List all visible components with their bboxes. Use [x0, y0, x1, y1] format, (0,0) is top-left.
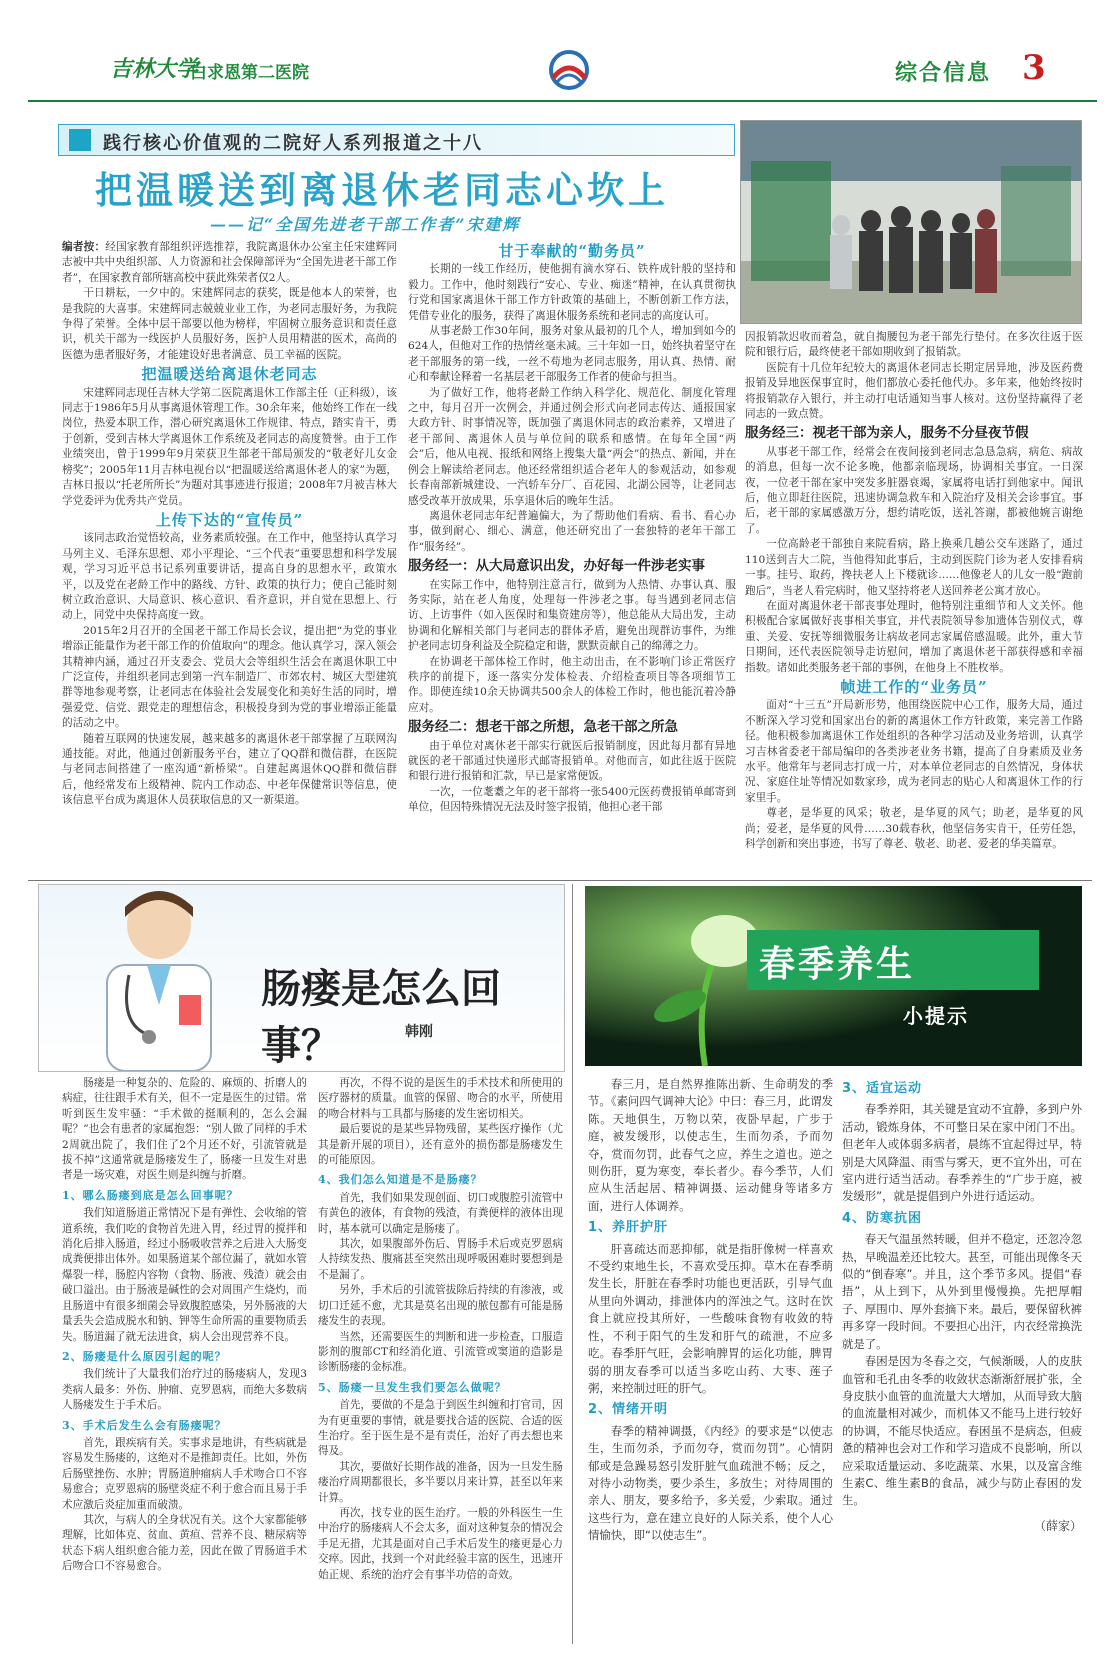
paragraph: 2015年2月召开的全国老干部工作局长会议，提出把“为党的事业增添正能量作为老干部工作的价值取向”的理念。他认真学习，深入领会其精神内涵，通过召开支委会、党员大会等组织生活会在离退休职工中广泛宣传，并组织老同志到第一汽车制造厂、市郊农村、城区大型建筑群等地参观考察，让老同志在体验社会发展变化和美好生活的同时，增强爱党、信党、跟党走的理想信念，积极投身到为党的事业增添正能量的活动之中。 — [62, 624, 397, 730]
article3-column-2 — [842, 1076, 1082, 1646]
masthead — [0, 0, 1119, 108]
paragraph: 面对“十三五”开局新形势，他围绕医院中心工作，服务大局，通过不断深入学习党和国家出台的新的离退休工作方针政策，来完善工作路径。他积极参加离退休工作处组织的各种学习活动及业务培训，认真学习吉林省委老干部局编印的各类涉老业务书籍，提高了自身素质及业务水平。他常年与老同志打成一片，对本单位老同志的自然情况，身体状况、家庭住址等情况如数家珍，成为老同志的贴心人和离退休工作的行家里手。 — [745, 699, 1083, 804]
subheadline: ——记“全国先进老干部工作者”宋建辉 — [210, 215, 521, 234]
paragraph: 春季养阳，其关键是宜动不宜静，多到户外活动，锻炼身体，不可整日呆在家中闭门不出。但老年人或体弱多病者，晨练不宜起得过早，特别是大风降温、雨雪与雾天，更不宜外出，可在室内进行适当活动。春季养生的“广步于庭，被发缓形”，就是提倡到户外进行适运动。 — [842, 1102, 1082, 1204]
question-heading: 1、哪么肠瘘到底是怎么回事呢？ — [62, 1188, 239, 1202]
section-heading: 2、情绪开明 — [588, 1402, 669, 1418]
newspaper-emblem-icon — [545, 48, 593, 92]
paragraph: 其次，要做好长期作战的准备，因为一旦发生肠瘘治疗周期都很长，多半要以月来计算，甚至以年来计算。 — [318, 1460, 563, 1504]
paragraph: 首先，要做的不是急于到医生纠缠和打官司，因为有更重要的事情，就是要找合适的医院、合适的医生治疗。至于医生是不是有责任，治好了再去想也来得及。 — [318, 1399, 563, 1458]
paragraph: 一次，一位耄耋之年的老干部将一张5400元医药费报销单邮寄到单位，但因特殊情况无法及时签字报销，他担心老干部 — [408, 785, 736, 814]
paragraph: 长期的一线工作经历，使他拥有滴水穿石、铁杵成针般的坚持和毅力。工作中，他时刻践行“安心、专业、痴迷”精神，在认真贯彻执行党和国家离退休干部工作方针政策的基础上，不断创新工作方法，凭借专业化的服务，获得了离退休服务系统和老同志的高度认可。 — [408, 263, 736, 322]
paragraph: 春季的精神调摄，《内经》的要求是“以使志生，生而勿杀，予而勿夺，赏而勿罚”。心情阴郁或是急躁易怒引发肝脏气血疏泄不畅；反之，对待小动物类，要少杀生，多放生；对待周围的亲人、朋友，要多给予，多关爱，少索取。通过这些行为，意在建立良好的人际关系，使个人心情愉快，即“以使志生”。 — [588, 1423, 833, 1543]
paragraph: 离退休老同志年纪普遍偏大，为了帮助他们看病、看书、看心办事，做到耐心、细心、满意，他还研究出了一套独特的老年干部工作“服务经”。 — [408, 509, 736, 553]
section-name: 综合信息 — [895, 60, 992, 86]
article2-title: 肠瘘是怎么回事？ — [261, 965, 501, 1069]
series-banner — [58, 124, 735, 156]
paragraph: 其次，与病人的全身状况有关。这个大家都能够理解，比如体克、贫血、黄疸、营养不良、糖尿病等状态下病人组织愈合能力差，因此在做了胃肠道手术后吻合口不容易愈合。 — [62, 1513, 307, 1573]
paragraph: 我们知道肠道正常情况下是有弹性、会收缩的管道系统，我们吃的食物首先进入胃，经过胃的搅拌和消化后排入肠道，经过小肠吸收营养之后进入大肠变成粪便排出体外。如果肠道某个部位漏了，就如水管爆裂一样，肠腔内容物（食物、肠液、残渣）就会由破口溢出。由于肠液是碱性的会对周围产生烧灼，而且肠道中有很多细菌会导致腹腔感染，另外肠液的大量丢失会造成脱水和钠、钾等生命所需的重要物质丢失。肠道漏了就无法进食，病人会出现营养不良。 — [62, 1207, 307, 1343]
paragraph: 肠瘘是一种复杂的、危险的、麻烦的、折磨人的病症，往往跟手术有关，但不一定是医生的过错。常听到医生发牢骚：“手术做的挺顺利的，怎么会漏呢？”也会有患者的家属抱怨：“别人做了同样的手术2周就出院了，我们住了2个月还不好，引流管就是拔不掉”这通常就是肠瘘发生了，肠瘘一旦发生对患者是一场灾难，对医生则是纠缠与折磨。 — [62, 1077, 307, 1182]
question-heading: 2、肠瘘是什么原因引起的呢？ — [62, 1349, 227, 1363]
paragraph: 随着互联网的快速发展，越来越多的离退休老干部掌握了互联网沟通技能。对此，他通过创新服务平台，建立了QQ群和微信群，在医院与老同志间搭建了一座沟通“新桥梁”。自建起离退休QQ群和微信群后，他经常发布上级精神、院内工作动态、中老年保健常识等信息，使该信息平台成为离退休人员获取信息的又一新渠道。 — [62, 732, 397, 807]
paragraph: 在面对离退休老干部丧事处理时，他特别注重细节和人文关怀。他积极配合家属做好丧事相关事宜，并代表院领导参加遗体告别仪式，尊重、关爱、安抚等细微服务让病故老同志家属倍感温暖。此外，重大节日期间，还代表医院领导走访慰问，增加了离退休老干部获得感和幸福指数。诸如此类服务老干部的事例，在他身上不胜枚举。 — [745, 599, 1083, 674]
section-heading: 上传下达的“宣传员” — [155, 510, 304, 529]
paragraph: 肝喜疏达而恶抑郁，就是指肝像树一样喜欢不受约束地生长，不喜欢受压抑。草木在春季萌发生长，肝脏在春季时功能也更活跃，引导气血从里向外调动，排泄体内的浑浊之气。这时在饮食上就应投其所好，一些酸味食物有收敛的特性，不利于阳气的生发和肝气的疏泄，不应多吃。春季肝气旺，会影响脾胃的运化功能，脾胃弱的朋友春季可以适当多吃山药、大枣、莲子粥，来控制过旺的肝气。 — [588, 1241, 833, 1395]
article3-column-1 — [588, 1076, 833, 1646]
subsection-heading: 服务经二：想老干部之所想，急老干部之所急 — [408, 719, 678, 736]
hospital-visit-photo-icon — [741, 121, 1081, 323]
paragraph: 该同志政治觉悟较高，业务素质较强。在工作中，他坚持认真学习马列主义、毛泽东思想、邓小平理论、“三个代表”重要思想和科学发展观，学习习近平总书记系列重要讲话，提高自身的思想水平，政策水平，以及党在老龄工作中的路线、方针、政策的执行力；使自己能时刻树立政治意识、大局意识、核心意识、看齐意识，并自觉在思想上、行动上，同党中央保持高度一致。 — [62, 532, 397, 622]
university-logo: 吉林大学 — [110, 56, 199, 82]
section-heading: 1、养肝护肝 — [588, 1220, 669, 1236]
article3-title: 春季养生 — [759, 944, 916, 985]
paragraph: 因报销款迟收而着急，就自掏腰包为老干部先行垫付。在多次往返于医院和银行后，最终使老干部如期收到了报销款。 — [745, 331, 1083, 359]
paragraph: 从事老干部工作，经常会在夜间接到老同志急恳急病，病危、病故的消息，但每一次不论多晚，他都亲临现场，协调相关事宜。一日深夜，一位老干部在家中突发多脏器衰竭，家属将电话打到他家中。闻讯后，他立即赶往医院，迅速协调急救车和入院治疗及相关会诊事宜。事后，老干部的家属感激万分，想约请吃饭，送礼答谢，都被他婉言谢绝了。 — [745, 445, 1083, 535]
paragraph: 当然，还需要医生的判断和进一步检查，口服造影剂的腹部CT和经消化道、引流管或窦道的造影是诊断肠瘘的金标准。 — [318, 1330, 563, 1374]
question-heading: 3、手术后发生么会有肠瘘呢？ — [62, 1418, 227, 1432]
paragraph: 医院有十几位年纪较大的离退休老同志长期定居异地，涉及医药费报销及异地医保事宜时，他们都放心委托他代办。多年来，他始终按时将报销款存入银行，并主动打电话通知当事人核对。这份坚持赢得了老同志的一致点赞。 — [745, 361, 1083, 421]
editor-note-label: 编者按： — [62, 241, 106, 253]
paragraph: 春三月，是自然界推陈出新、生命萌发的季节。《素问四气调神大论》中曰：春三月，此谓发陈。天地俱生，万物以荣，夜卧早起，广步于庭，被发缓形，以使志生，生而勿杀，予而勿夺，赏而勿罚，此春气之应，养生之道也。逆之则伤肝，夏为寒变，奉长者少。春今季节，人们应从生活起居、精神调摄、运动健身等诸多方面，进行人体调养。 — [588, 1077, 833, 1213]
column-divider — [572, 884, 573, 1644]
article1-column-2 — [408, 240, 736, 880]
headline: 把温暖送到离退休老同志心坎上 — [95, 169, 669, 212]
subsection-heading: 服务经一：从大局意识出发，办好每一件涉老实事 — [408, 558, 705, 575]
paragraph: 由于单位对离休老干部实行就医后报销制度，因此每月都有异地就医的老干部通过快递形式邮寄报销单。对他而言，如此往返于医院和银行进行报销和汇款，早已是家常便饭。 — [408, 739, 736, 783]
article3-subtitle: 小提示 — [903, 1004, 969, 1028]
article1-column-1 — [62, 240, 397, 880]
paragraph: 为了做好工作，他将老龄工作纳入科学化、规范化、制度化管理之中，每月召开一次例会，并通过例会形式向老同志传达、通报国家大政方针、时事情况等，既加强了离退休同志的政治素养，又增进了老干部间、离退休人员与单位间的联系和感情。在每年全国“两会”后，他从电视、报纸和网络上搜集大量“两会”的热点、新闻，并在例会上解读给老同志。他还经常组织适合老年人的参观活动，如参观长春南部新城建设、一汽轿车分厂、百花园、北湖公园等，让老同志感受改革开放成果，乐享退休后的晚年生活。 — [408, 386, 736, 507]
paragraph: 首先，我们如果发现创面、切口或腹腔引流管中有黄色的液体，有食物的残渣，有粪便样的液体出现时，基本就可以确定是肠瘘了。 — [318, 1191, 563, 1235]
section-heading: 帧进工作的“业务员” — [840, 677, 988, 696]
section-heading: 甘于奉献的“勤务员” — [498, 242, 646, 260]
section-heading: 把温暖送给离退休老同志 — [141, 365, 318, 384]
paragraph: 尊老，是华夏的风采；敬老，是华夏的风气；助老，是华夏的风尚；爱老，是华夏的风骨……30载春秋，他坚信务实肯干，任劳任怨，科学创新和突出事迹，书写了尊老、敬老、助老、爱老的华美篇章。 — [745, 807, 1083, 850]
paragraph: 首先，跟疾病有关。实事求是地讲，有些病就是容易发生肠瘘的，这绝对不是推卸责任。比如，外伤后肠壁挫伤、水肿；胃肠道肿瘤病人手术吻合口不容易愈合；克罗恩病的肠壁炎症不利于愈合而且易于手术应激后炎症加重而破溃。 — [62, 1436, 307, 1511]
question-heading: 5、肠瘘一旦发生我们要怎么做呢？ — [318, 1380, 507, 1394]
article1-column-3 — [745, 330, 1083, 880]
article2-column-1 — [62, 1076, 307, 1646]
paragraph: 另外，手术后的引流管拔除后持续的有渗液，或切口迁延不愈，尤其是莫名出现的脓包都有可能是肠瘘发生的表现。 — [318, 1284, 563, 1328]
hospital-name: 白求恩第二医院 — [190, 63, 309, 83]
section-heading: 3、适宜运动 — [842, 1081, 923, 1096]
paragraph: 春天气温虽然转暖，但并不稳定，还忽冷忽热，早晚温差还比较大。甚至，可能出现像冬天似的“倒春寒”。并且，这个季节多风。提倡“春捂”，从上到下，从外到里慢慢换。先把厚帽子、厚围巾、厚外套摘下来。最后，要保留秋裤再多穿一段时间。不要担心出汗，内衣经常换洗就是了。 — [842, 1232, 1082, 1351]
question-heading: 4、我们怎么知道是不是肠瘘？ — [318, 1173, 483, 1187]
section-heading: 4、防寒抗困 — [842, 1210, 923, 1226]
article3-signature: （薛家） — [1033, 1518, 1082, 1533]
subsection-heading: 服务经三：视老干部为亲人，服务不分昼夜节假 — [745, 425, 1029, 442]
paragraph: 其次，如果腹部外伤后、胃肠手术后或克罗恩病人持续发热、腹痛甚至突然出现呼吸困难时要想到是不是漏了。 — [318, 1238, 563, 1281]
article2-header — [38, 884, 565, 1072]
paragraph: 再次，不得不说的是医生的手术技术和所使用的医疗器材的质量。血管的保留、吻合的水平，所使用的吻合材料与工具都与肠瘘的发生密切相关。 — [318, 1077, 563, 1120]
editor-note: 经国家教育部组织评选推荐，我院离退休办公室主任宋建辉同志被中共中央组织部、人力资源和社会保障部评为“全国先进老干部工作者”，在国家教育部所辖高校中获此殊荣者仅2人。 — [62, 241, 397, 284]
article-photo — [740, 120, 1082, 324]
paragraph: 最后要说的是某些异物残留，某些医疗操作（尤其是新开展的项目），还有意外的损伤都是肠瘘发生的可能原因。 — [318, 1123, 563, 1167]
paragraph: 再次，找专业的医生治疗。一般的外科医生一生中治疗的肠瘘病人不会太多，面对这种复杂的情况会手足无措，尤其是面对自己手术后发生的瘘更是心力交瘁。因此，找到一个对此经验丰富的医生，迅速开始正规、系统的治疗会有事半功倍的奇效。 — [318, 1506, 563, 1581]
article3-header — [585, 886, 1082, 1066]
masthead-rule — [28, 100, 1097, 102]
doctor-illustration-icon — [59, 885, 259, 1071]
section-divider — [28, 880, 1092, 881]
paragraph: 一位高龄老干部独自来院看病，路上换乘几趟公交车迷路了，通过110送到吉大二院，当他得知此事后，主动到医院门诊为老人安排看病一事。挂号、取药，搀扶老人上下楼就诊……他像老人的儿女一般“跑前跑后”，当老人看完病时，他又坚持将老人送回养老公寓才放心。 — [745, 538, 1083, 597]
paragraph: 在实际工作中，他特别注意言行，做到为人热情、办事认真、服务实际，站在老人角度，处理每一件涉老之事。每当遇到老同志信访、上访事件（如入医保时和集资建房等），他总能从大局出发，主动协调和化解相关部门与老同志的群体矛盾，避免出现群访事件，为维护老同志切身利益及全院稳定和谐，默默贡献自己的绵薄之力。 — [408, 578, 736, 653]
article2-author: 韩刚 — [405, 1024, 433, 1040]
paragraph — [62, 240, 397, 286]
paragraph: 春困是因为冬春之交，气候渐暖，人的皮肤血管和毛孔由冬季的收敛状态渐渐舒展扩张，全身皮肤小血管的血流量大大增加，从而导致大脑的血流量相对减少，而机体又不能马上进行较好的协调，不能尽快适应。春困虽不是病态，但疲惫的精神也会对工作和学习造成不良影响，所以应采取适量运动、多吃蔬菜、水果，以及富含维生素C、维生素B的食品，减少与防止春困的发生。 — [842, 1354, 1082, 1508]
paragraph: 干日耕耘，一夕中的。宋建辉同志的获奖，既是他本人的荣誉，也是我院的大喜事。宋建辉同志兢兢业业工作，为老同志服好务，为我院争得了荣誉。全体中层干部要以他为榜样，牢固树立服务意识和责任意识，机关干部为一线医护人员服好务，医护人员用精湛的医术，高尚的医德为患者服好务，才能建设好患者满意、员工幸福的医院。 — [62, 287, 397, 361]
article2-column-2 — [318, 1076, 563, 1646]
page-number: 3 — [1022, 48, 1046, 88]
paragraph: 从事老龄工作30年间，服务对象从最初的几个人，增加到如今的624人，但他对工作的热情丝毫未减。三十年如一日，始终执着坚守在老干部服务的第一线，一丝不苟地为老同志服务，用认真、热情、耐心和奉献诠释着一名基层老干部服务工作者的使命与担当。 — [408, 325, 736, 384]
paragraph: 宋建辉同志现任吉林大学第二医院离退休工作部主任（正科级），该同志于1986年5月从事离退休管理工作。30余年来，他始终工作在一线岗位，热爱本职工作，潜心研究离退休工作规律、特点，踏实肯干，勇于创新，受到吉林大学离退休工作系统及老同志的高度赞誉。由于工作业绩突出，曾于1999年9月荣获卫生部老干部局颁发的“敬老好儿女金榜奖”；2005年11月吉林电视台以“把温暖送给离退休老人的家”为题，吉林日报以“托老所所长”为题对其事迹进行报道；2008年7月被吉林大学党委评为优秀共产党员。 — [62, 386, 397, 507]
series-title: 践行核心价值观的二院好人系列报道之十八 — [103, 133, 483, 154]
paragraph: 我们统计了大量我们治疗过的肠瘘病人，发现3类病人最多：外伤、肿瘤、克罗恩病，而绝大多数病人肠瘘发生于手术后。 — [62, 1368, 307, 1412]
series-square-icon — [69, 129, 91, 151]
paragraph: 在协调老干部体检工作时，他主动出击，在不影响门诊正常医疗秩序的前提下，逐一落实分发体检表、介绍检查项目等各项细节工作。即使连续10余天协调共500余人的体检工作时，他也能沉着冷静应对。 — [408, 655, 736, 714]
